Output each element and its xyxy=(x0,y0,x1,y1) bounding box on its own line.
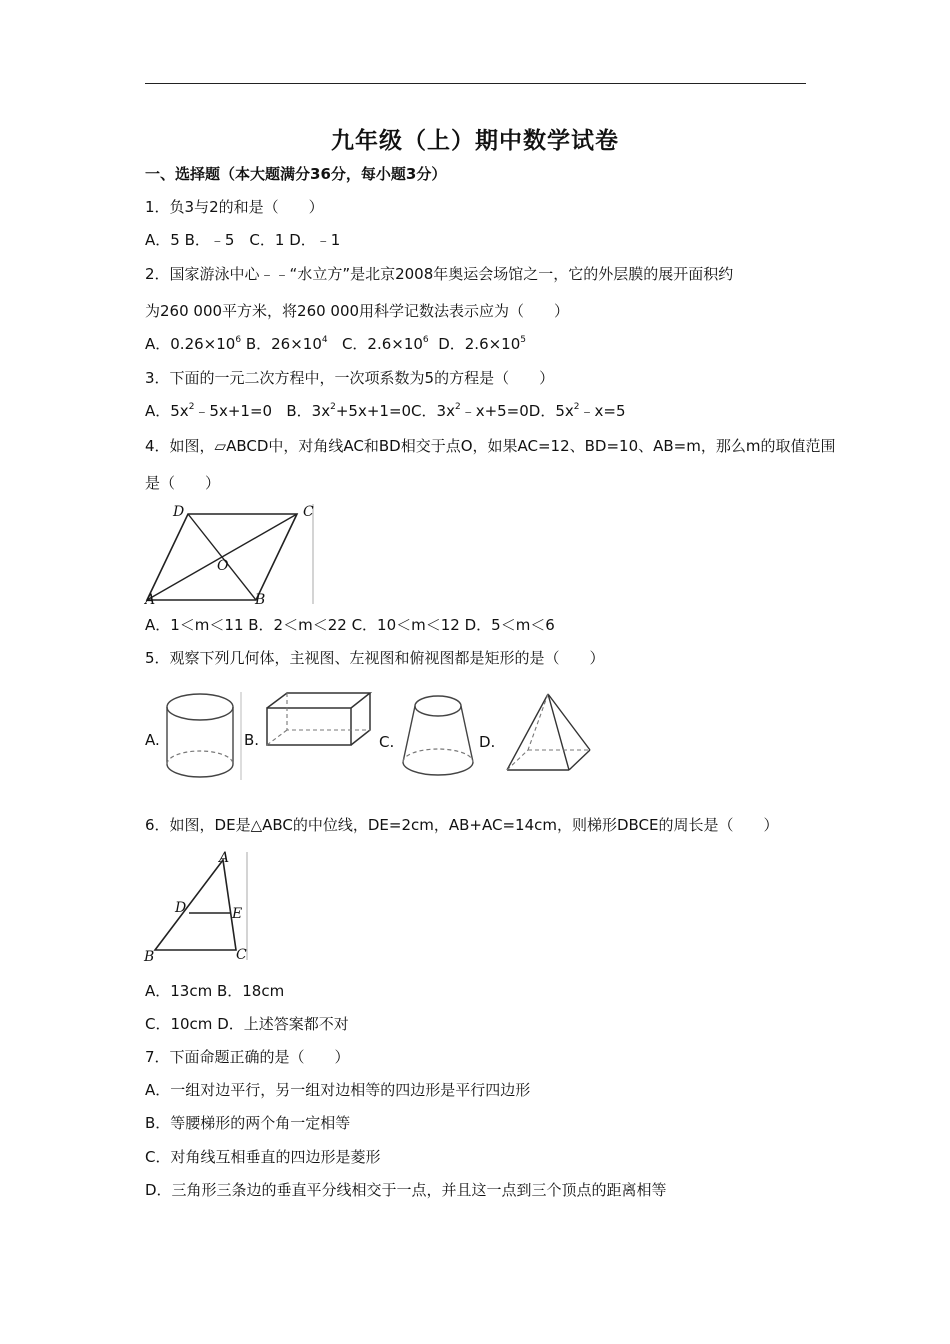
label-e: E xyxy=(232,906,243,922)
q2-option-d-exp: 5 xyxy=(520,335,526,345)
q4-stem-line1: 4．如图，▱ABCD中，对角线AC和BD相交于点O，如果AC=12、BD=10、AB=m，那么m的取值范围 xyxy=(145,437,836,455)
label-d: D xyxy=(173,504,185,520)
q2-stem-line1: 2．国家游泳中心﹣﹣“水立方”是北京2008年奥运会场馆之一，它的外层膜的展开面积约 xyxy=(145,265,734,283)
header-rule xyxy=(145,83,806,84)
q5-label-d: D. xyxy=(479,733,496,751)
diagonal-bd xyxy=(188,514,256,600)
q4-stem-line2: 是（ ） xyxy=(145,474,221,492)
q3-options xyxy=(145,401,626,421)
triangle-abc xyxy=(155,860,236,950)
q3-option-b-post: +5x+1=0C．3x xyxy=(335,402,455,420)
q6-stem: 6．如图，DE是△ABC的中位线，DE=2cm，AB+AC=14cm，则梯形DBCE的周长是（ ） xyxy=(145,816,779,834)
q7-option-a: A．一组对边平行，另一组对边相等的四边形是平行四边形 xyxy=(145,1081,531,1099)
q3-option-b-pre: B．3x xyxy=(286,402,331,420)
q7-stem: 7．下面命题正确的是（ ） xyxy=(145,1048,350,1066)
q2-stem-line2: 为260 000平方米，将260 000用科学记数法表示应为（ ） xyxy=(145,302,570,320)
q3-exp-a: 2 xyxy=(188,402,195,412)
q5-label-b: B. xyxy=(244,731,260,749)
q2-option-a-exp: 6 xyxy=(235,335,242,345)
label-c: C xyxy=(303,504,314,520)
q7-option-b: B．等腰梯形的两个角一定相等 xyxy=(145,1114,351,1132)
q2-options xyxy=(145,334,526,354)
q2-option-b: B．26×10 xyxy=(245,335,322,353)
q5-stem: 5．观察下列几何体，主视图、左视图和俯视图都是矩形的是（ ） xyxy=(145,649,605,667)
q3-option-c-post: ﹣x+5=0D．5x xyxy=(460,402,574,420)
q3-exp-b: 2 xyxy=(330,402,336,412)
q3-option-d-post: ﹣x=5 xyxy=(579,402,626,420)
q7-option-c: C．对角线互相垂直的四边形是菱形 xyxy=(145,1148,381,1166)
q1-options: A．5 B．﹣5 C．1 D．﹣1 xyxy=(145,231,341,249)
q3-option-a-post: ﹣5x+1=0 xyxy=(194,402,273,420)
q3-exp-c: 2 xyxy=(454,402,461,412)
triangle-figure xyxy=(143,848,253,966)
section-heading: 一、选择题（本大题满分36分，每小题3分） xyxy=(145,165,447,183)
q2-option-a: A．0.26×10 xyxy=(145,335,236,353)
label-a: A xyxy=(219,850,230,866)
parallelogram-figure xyxy=(143,500,318,608)
q7-option-d: D．三角形三条边的垂直平分线相交于一点，并且这一点到三个顶点的距离相等 xyxy=(145,1181,667,1199)
label-c: C xyxy=(236,947,247,963)
label-b: B xyxy=(255,592,266,608)
q2-option-b-exp: 4 xyxy=(321,335,328,345)
q2-option-c-exp: 6 xyxy=(422,335,429,345)
q2-option-d: D．2.6×10 xyxy=(438,335,521,353)
q6-options-line1: A．13cm B．18cm xyxy=(145,982,285,1000)
label-d: D xyxy=(175,900,187,916)
q2-option-c: C．2.6×10 xyxy=(341,335,423,353)
q3-stem: 3．下面的一元二次方程中，一次项系数为5的方程是（ ） xyxy=(145,369,555,387)
cylinder-icon xyxy=(163,690,245,782)
q5-label-a: A. xyxy=(145,731,160,749)
q4-options: A．1＜m＜11 B．2＜m＜22 C．10＜m＜12 D．5＜m＜6 xyxy=(145,616,555,634)
pyramid-icon xyxy=(500,690,594,776)
cuboid-icon xyxy=(263,690,375,750)
q3-exp-d: 2 xyxy=(573,402,580,412)
label-b: B xyxy=(144,949,155,965)
q3-option-a-pre: A．5x xyxy=(145,402,189,420)
label-o: O xyxy=(217,558,229,574)
label-a: A xyxy=(145,592,156,608)
q1-stem: 1．负3与2的和是（ ） xyxy=(145,198,324,216)
q6-options-line2: C．10cm D．上述答案都不对 xyxy=(145,1015,349,1033)
page-title: 九年级（上）期中数学试卷 xyxy=(331,128,619,154)
frustum-icon xyxy=(398,690,478,782)
q5-label-c: C. xyxy=(379,733,395,751)
